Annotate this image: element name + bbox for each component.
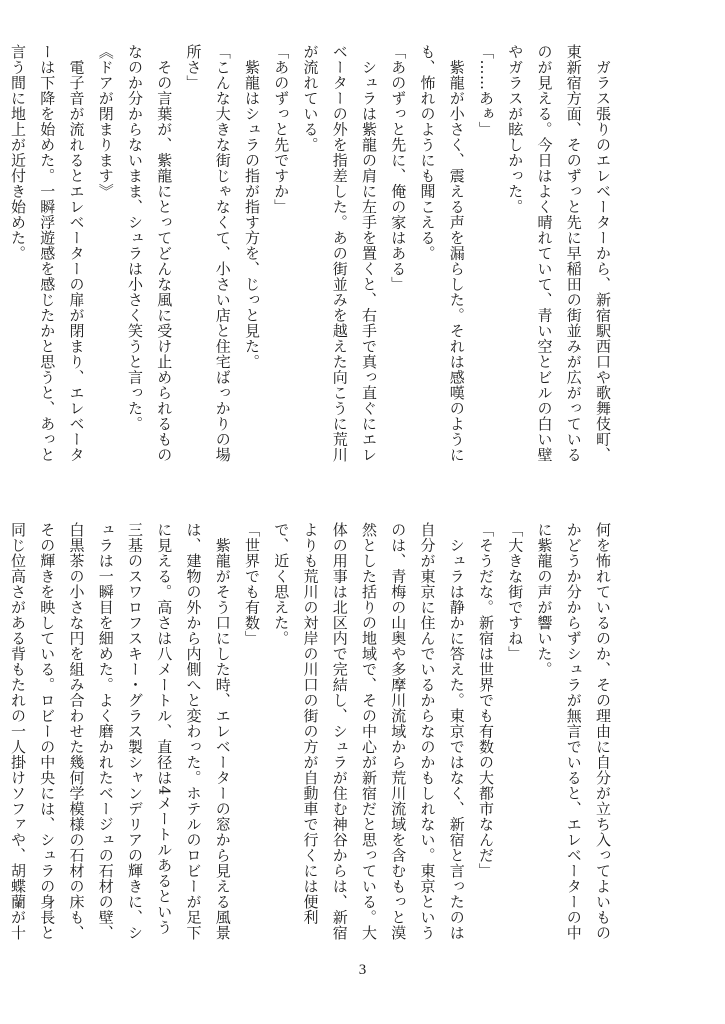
top-text-block	[9, 44, 617, 464]
paragraph: その言葉が、紫龍にとってどんな風に受け止められるものなのか分からないまま、シュラは小さく笑うと言った。	[126, 44, 174, 463]
paragraph: 「あのずっと先に、俺の家はある」	[389, 44, 408, 292]
paragraph: シュラは紫龍の肩に左手を置くと、右手で真っ直ぐにエレベーターの外を指差した。あの街並みを越えた向こうに荒川が流れている。	[301, 44, 378, 463]
paragraph	[0, 44, 3, 464]
bottom-text-block	[9, 522, 617, 947]
paragraph: 紫龍はシュラの指が指す方を、じっと見た。	[243, 44, 261, 370]
paragraph: 「こんな大きな街じゃなくて、小さい店と住宅ばっかりの場所さ」	[184, 44, 232, 463]
paragraph: 《ドアが閉まります》	[96, 44, 115, 199]
paragraph: 「あのずっと先ですか」	[272, 44, 291, 215]
paragraph: 「……あぁ」	[477, 44, 495, 137]
paragraph: 「そうだな。新宿は世界でも有数の大都市なんだ」	[477, 522, 495, 879]
paragraph: 「大きな街ですね」	[506, 522, 525, 662]
paragraph: 紫龍が小さく、震える声を漏らした。それは感嘆のようにも、怖れのようにも聞こえる。	[418, 44, 466, 463]
paragraph: 何を怖れているのか、その理由に自分が立ち入ってよいものかどうか分からずシュラが無言でいると、エレベーターの中に紫龍の声が響いた。	[535, 522, 612, 941]
paragraph: 「世界でも有数」	[243, 522, 261, 646]
page-number: 3	[358, 962, 367, 978]
paragraph: ガラス張りのエレベーターから、新宿駅西口や歌舞伎町、東新宿方面、そのずっと先に早稲田の街並みが広がっているのが見える。今日はよく晴れていて、青い空とビルの白い壁やガラスが眩しかった。	[506, 44, 612, 463]
paragraph: 電子音が流れるとエレベーターの扉が閉まり、エレベーターは下降を始めた。一瞬浮遊感を感じたかと思うと、あっと言う間に地上が近付き始めた。	[9, 44, 86, 463]
paragraph: 紫龍がそう口にした時、エレベーターの窓から見える風景は、建物の外から内側へと変わった。ホテルのロビーが足下に見える。高さは八メートル、直径は4メートルあるという三基のスワロフスキー・グラス製シャンデリアの輝きに、シュラは一瞬目を細めた。よく磨かれたベージュの石材の壁、白黒茶の小さな円を組み合わせた幾何学模様の石材の床も、その輝きを映している。ロビーの中央には、シュラの身長と同じ位高さがある背もたれの一人掛けソファや、胡蝶蘭が十	[9, 522, 232, 941]
paragraph: シュラは静かに答えた。東京ではなく、新宿と言ったのは自分が東京に住んでいるからなのかもしれない。東京というのは、青梅の山奥や多摩川流域から荒川流域を含むもっと漠然とした括りの地域で、その中心が新宿だと思っている。大体の用事は北区内で完結し、シュラが住む神谷からは、新宿よりも荒川の対岸の川口の街の方が自動車で行くには便利で、近く思えた。	[272, 522, 466, 941]
